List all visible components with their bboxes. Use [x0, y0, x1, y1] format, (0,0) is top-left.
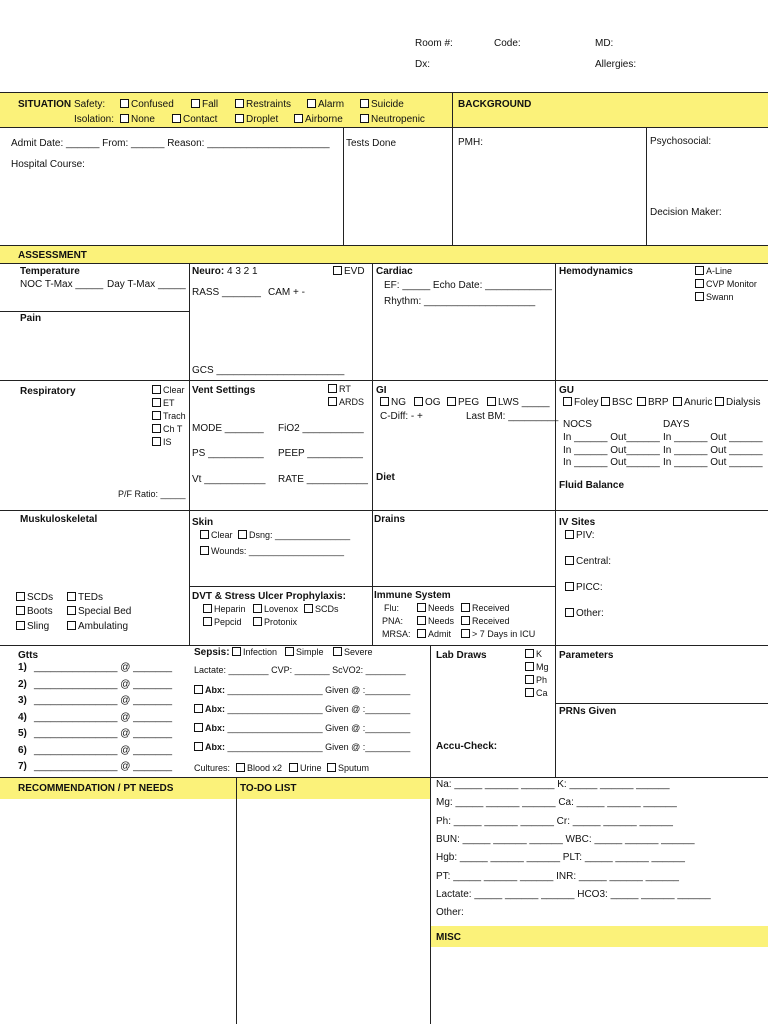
checkbox-icon	[200, 530, 209, 539]
lactate-cvp-field[interactable]: Lactate: ________ CVP: _______ ScVO2: ________	[194, 665, 406, 675]
cdiff-field[interactable]: C-Diff: - +	[380, 411, 423, 422]
resp-is[interactable]: IS	[152, 437, 172, 447]
checkbox-icon	[16, 621, 25, 630]
gi-lws[interactable]: LWS _____	[487, 397, 550, 408]
checkbox-icon	[236, 763, 245, 772]
checkbox-icon	[461, 616, 470, 625]
checkbox-icon	[194, 685, 203, 694]
isolation-contact[interactable]: Contact	[172, 114, 217, 125]
checkbox-icon	[417, 629, 426, 638]
checkbox-icon	[461, 603, 470, 612]
checkbox-icon	[563, 397, 572, 406]
pna-label: PNA:	[382, 616, 404, 626]
aline-checkbox[interactable]: A-Line	[695, 266, 732, 276]
checkbox-icon	[152, 411, 161, 420]
vent-title: Vent Settings	[192, 385, 256, 396]
checkbox-icon	[565, 582, 574, 591]
checkbox-icon	[253, 617, 262, 626]
gtt-number: 4)	[18, 711, 27, 723]
checkbox-icon	[525, 688, 534, 697]
room-label: Room #:	[415, 38, 453, 49]
checkbox-icon	[194, 742, 203, 751]
checkbox-icon	[565, 608, 574, 617]
musc-ambulating[interactable]: Ambulating	[67, 621, 128, 632]
days-label: DAYS	[663, 419, 690, 430]
lab-mg[interactable]: Mg	[525, 662, 549, 672]
neuro-title: Neuro:	[192, 266, 225, 277]
checkbox-icon	[417, 603, 426, 612]
code-label: Code:	[494, 38, 521, 49]
checkbox-icon	[565, 530, 574, 539]
checkbox-icon	[67, 606, 76, 615]
checkbox-icon	[695, 266, 704, 275]
gtt-number: 1)	[18, 662, 27, 673]
gtts-title: Gtts	[18, 650, 38, 661]
checkbox-icon	[152, 385, 161, 394]
fio2-field[interactable]: FiO2 ___________	[278, 423, 364, 434]
respiratory-title: Respiratory	[20, 386, 76, 397]
dvt-title: DVT & Stress Ulcer Prophylaxis:	[192, 591, 346, 602]
checkbox-icon	[695, 292, 704, 301]
ef-field[interactable]: EF: _____ Echo Date: ____________	[384, 280, 552, 291]
prns-title: PRNs Given	[559, 706, 617, 717]
checkbox-icon	[194, 723, 203, 732]
lab-value-row[interactable]: Mg: _____ ______ ______ Ca: _____ ______ ______	[436, 797, 677, 809]
accu-check-title: Accu-Check:	[436, 741, 498, 752]
iv-sites-title: IV Sites	[559, 517, 596, 528]
pna-needs[interactable]: Needs	[417, 616, 454, 626]
swann-checkbox[interactable]: Swann	[695, 292, 734, 302]
gu-anuric[interactable]: Anuric	[673, 397, 712, 408]
sepsis-infection[interactable]: Infection	[232, 647, 277, 657]
day-tmax-field[interactable]: Day T-Max _____	[107, 279, 186, 290]
gtt-line[interactable]: _______________ @ _______	[34, 711, 173, 723]
musc-scds[interactable]: SCDs	[16, 592, 53, 603]
assessment-title: ASSESSMENT	[18, 250, 87, 261]
checkbox-icon	[525, 662, 534, 671]
lab-value-row[interactable]: Other:	[436, 907, 464, 919]
safety-confused[interactable]: Confused	[120, 99, 174, 110]
mode-field[interactable]: MODE _______	[192, 423, 264, 434]
io-row[interactable]: In ______ Out______	[563, 445, 660, 456]
immune-title: Immune System	[374, 590, 451, 601]
pmh-label: PMH:	[458, 137, 483, 148]
lab-value-row[interactable]: Hgb: _____ ______ ______ PLT: _____ ______ ______	[436, 852, 685, 864]
tests-done-label: Tests Done	[346, 138, 397, 149]
lab-ph[interactable]: Ph	[525, 675, 547, 685]
checkbox-icon	[328, 397, 337, 406]
abx-row[interactable]: Abx: ___________________ Given @ :_________	[194, 742, 410, 752]
temperature-title: Temperature	[20, 266, 80, 277]
musculoskeletal-title: Muskuloskeletal	[20, 514, 98, 525]
vent-ards[interactable]: ARDS	[328, 397, 364, 407]
lab-draws-title: Lab Draws	[436, 650, 487, 661]
hemodynamics-title: Hemodynamics	[559, 266, 633, 277]
gtt-number: 3)	[18, 695, 27, 706]
checkbox-icon	[333, 266, 342, 275]
gtt-number: 2)	[18, 678, 27, 690]
io-row[interactable]: In ______ Out______	[563, 432, 660, 443]
checkbox-icon	[525, 649, 534, 658]
checkbox-icon	[253, 604, 262, 613]
last-bm-field[interactable]: Last BM: _________	[466, 411, 559, 422]
pf-ratio-field[interactable]: P/F Ratio: _____	[118, 489, 186, 499]
resp-clear[interactable]: Clear	[152, 385, 185, 395]
isolation-neutropenic[interactable]: Neutropenic	[360, 114, 425, 125]
recommendation-title: RECOMMENDATION / PT NEEDS	[18, 783, 174, 794]
iv-picc[interactable]: PICC:	[565, 582, 603, 593]
lab-value-row[interactable]: Lactate: _____ ______ ______ HCO3: _____ ______ ______	[436, 888, 711, 900]
gu-dialysis[interactable]: Dialysis	[715, 397, 760, 408]
checkbox-icon	[307, 99, 316, 108]
gtt-line[interactable]: _______________ @ _______	[34, 744, 173, 756]
cardiac-title: Cardiac	[376, 266, 413, 277]
culture-sputum[interactable]: Sputum	[327, 763, 369, 773]
io-row[interactable]: In ______ Out______	[563, 457, 660, 468]
checkbox-icon	[67, 621, 76, 630]
checkbox-icon	[152, 424, 161, 433]
isolation-none[interactable]: None	[120, 114, 155, 125]
sepsis-simple[interactable]: Simple	[285, 647, 324, 657]
checkbox-icon	[715, 397, 724, 406]
fluid-balance-title: Fluid Balance	[559, 480, 625, 491]
musc-teds[interactable]: TEDs	[67, 592, 103, 603]
diet-title: Diet	[376, 472, 395, 483]
gi-title: GI	[376, 385, 387, 396]
situation-title: SITUATION	[18, 99, 72, 110]
gtt-number: 5)	[18, 728, 27, 739]
checkbox-icon	[120, 99, 129, 108]
checkbox-icon	[203, 617, 212, 626]
safety-fall[interactable]: Fall	[191, 99, 218, 110]
allergies-label: Allergies:	[595, 59, 637, 70]
peep-field[interactable]: PEEP __________	[278, 448, 363, 459]
io-row[interactable]: In ______ Out ______	[663, 432, 763, 443]
nocs-label: NOCS	[563, 419, 592, 430]
gu-bsc[interactable]: BSC	[601, 397, 633, 408]
dvt-pepcid[interactable]: Pepcid	[203, 617, 242, 627]
gcs-field[interactable]: GCS _______________________	[192, 365, 345, 376]
checkbox-icon	[565, 556, 574, 565]
checkbox-icon	[327, 763, 336, 772]
checkbox-icon	[461, 629, 470, 638]
checkbox-icon	[191, 99, 200, 108]
cam-field[interactable]: CAM + -	[268, 287, 305, 298]
checkbox-icon	[16, 592, 25, 601]
gi-ng[interactable]: NG	[380, 397, 406, 408]
rass-field[interactable]: RASS _______	[192, 287, 261, 298]
skin-clear[interactable]: Clear	[200, 530, 233, 540]
checkbox-icon	[203, 604, 212, 613]
parameters-title: Parameters	[559, 650, 614, 661]
gu-title: GU	[559, 385, 574, 396]
checkbox-icon	[487, 397, 496, 406]
mrsa-label: MRSA:	[382, 629, 411, 639]
admit-date-field[interactable]: Admit Date: ______ From: ______ Reason: ______________________	[11, 138, 330, 149]
checkbox-icon	[601, 397, 610, 406]
safety-restraints[interactable]: Restraints	[235, 99, 291, 110]
flu-label: Flu:	[384, 603, 400, 613]
checkbox-icon	[285, 647, 294, 656]
dvt-lovenox[interactable]: Lovenox	[253, 604, 298, 614]
checkbox-icon	[637, 397, 646, 406]
dx-label: Dx:	[415, 59, 430, 70]
gtt-line[interactable]: _______________ @ _______	[34, 662, 173, 673]
gi-og[interactable]: OG	[414, 397, 441, 408]
abx-row[interactable]: Abx: ___________________ Given @ :_________	[194, 723, 410, 733]
checkbox-icon	[414, 397, 423, 406]
gtt-line[interactable]: _______________ @ _______	[34, 678, 173, 690]
vt-field[interactable]: Vt ___________	[192, 474, 266, 485]
checkbox-icon	[235, 114, 244, 123]
psychosocial-label: Psychosocial:	[650, 136, 712, 147]
mrsa-gt7[interactable]: > 7 Days in ICU	[461, 629, 535, 639]
skin-title: Skin	[192, 517, 214, 528]
lab-ca[interactable]: Ca	[525, 688, 548, 698]
checkbox-icon	[172, 114, 181, 123]
dvt-protonix[interactable]: Protonix	[253, 617, 297, 627]
iv-other[interactable]: Other:	[565, 608, 604, 619]
misc-band	[431, 926, 768, 947]
iv-central[interactable]: Central:	[565, 556, 611, 567]
gtt-line[interactable]: _______________ @ _______	[34, 695, 173, 706]
checkbox-icon	[673, 397, 682, 406]
skin-wounds[interactable]: Wounds: ___________________	[200, 546, 344, 556]
resp-cht[interactable]: Ch T	[152, 424, 182, 434]
checkbox-icon	[417, 616, 426, 625]
isolation-droplet[interactable]: Droplet	[235, 114, 278, 125]
checkbox-icon	[333, 647, 342, 656]
io-row[interactable]: In ______ Out ______	[663, 445, 763, 456]
musc-boots[interactable]: Boots	[16, 606, 53, 617]
safety-label: Safety:	[74, 99, 106, 110]
checkbox-icon	[304, 604, 313, 613]
checkbox-icon	[232, 647, 241, 656]
checkbox-icon	[200, 546, 209, 555]
abx-row[interactable]: Abx: ___________________ Given @ :_________	[194, 704, 410, 714]
culture-blood[interactable]: Blood x2	[236, 763, 282, 773]
iv-piv[interactable]: PIV:	[565, 530, 595, 541]
background-title: BACKGROUND	[458, 99, 532, 110]
rhythm-field[interactable]: Rhythm: ____________________	[384, 296, 536, 307]
gtt-line[interactable]: _______________ @ _______	[34, 728, 173, 739]
checkbox-icon	[152, 398, 161, 407]
sepsis-severe[interactable]: Severe	[333, 647, 373, 657]
checkbox-icon	[67, 592, 76, 601]
gtt-number: 7)	[18, 761, 27, 772]
vent-rt[interactable]: RT	[328, 384, 351, 394]
sepsis-title: Sepsis:	[194, 647, 230, 658]
neuro-scale[interactable]: 4 3 2 1	[227, 266, 258, 277]
checkbox-icon	[360, 99, 369, 108]
gi-peg[interactable]: PEG	[447, 397, 479, 408]
musc-sling[interactable]: Sling	[16, 621, 49, 632]
checkbox-icon	[289, 763, 298, 772]
ps-field[interactable]: PS __________	[192, 448, 264, 459]
resp-et[interactable]: ET	[152, 398, 175, 408]
drains-title: Drains	[374, 514, 406, 525]
cultures-label: Cultures:	[194, 763, 231, 773]
checkbox-icon	[235, 99, 244, 108]
gu-foley[interactable]: Foley	[563, 397, 598, 408]
decision-maker-label: Decision Maker:	[650, 207, 722, 218]
musc-special-bed[interactable]: Special Bed	[67, 606, 131, 617]
resp-trach[interactable]: Trach	[152, 411, 186, 421]
rate-field[interactable]: RATE ___________	[278, 474, 368, 485]
gtt-number: 6)	[18, 744, 27, 756]
isolation-label: Isolation:	[74, 114, 115, 125]
lab-value-row[interactable]: BUN: _____ ______ ______ WBC: _____ ______ ______	[436, 833, 695, 845]
pna-received[interactable]: Received	[461, 616, 510, 626]
md-label: MD:	[595, 38, 614, 49]
safety-suicide[interactable]: Suicide	[360, 99, 404, 110]
checkbox-icon	[380, 397, 389, 406]
checkbox-icon	[695, 279, 704, 288]
evd-checkbox[interactable]: EVD	[333, 266, 365, 277]
cvp-checkbox[interactable]: CVP Monitor	[695, 279, 757, 289]
gu-brp[interactable]: BRP	[637, 397, 669, 408]
flu-needs[interactable]: Needs	[417, 603, 454, 613]
culture-urine[interactable]: Urine	[289, 763, 322, 773]
hospital-course-label: Hospital Course:	[11, 159, 85, 170]
assessment-band	[0, 245, 768, 263]
misc-title: MISC	[436, 932, 461, 943]
mrsa-admit[interactable]: Admit	[417, 629, 451, 639]
checkbox-icon	[194, 704, 203, 713]
flu-received[interactable]: Received	[461, 603, 510, 613]
pain-title: Pain	[20, 313, 42, 324]
checkbox-icon	[328, 384, 337, 393]
abx-row[interactable]: Abx: ___________________ Given @ :_________	[194, 685, 410, 695]
checkbox-icon	[120, 114, 129, 123]
isolation-airborne[interactable]: Airborne	[294, 114, 343, 125]
checkbox-icon	[238, 530, 247, 539]
lab-value-row[interactable]: PT: _____ ______ ______ INR: _____ ______ ______	[436, 870, 679, 882]
dvt-scds[interactable]: SCDs	[304, 604, 339, 614]
checkbox-icon	[16, 606, 25, 615]
lab-value-row[interactable]: Ph: _____ ______ ______ Cr: _____ ______ ______	[436, 815, 673, 827]
lab-value-row[interactable]: Na: _____ ______ ______ K: _____ ______ ______	[436, 779, 670, 790]
dvt-heparin[interactable]: Heparin	[203, 604, 246, 614]
checkbox-icon	[294, 114, 303, 123]
gtt-line[interactable]: _______________ @ _______	[34, 761, 173, 772]
noc-tmax-field[interactable]: NOC T-Max _____	[20, 279, 104, 290]
todo-title: TO-DO LIST	[240, 783, 297, 794]
checkbox-icon	[152, 437, 161, 446]
lab-k[interactable]: K	[525, 649, 542, 659]
safety-alarm[interactable]: Alarm	[307, 99, 344, 110]
skin-dsng[interactable]: Dsng: _______________	[238, 530, 350, 540]
checkbox-icon	[525, 675, 534, 684]
io-row[interactable]: In ______ Out ______	[663, 457, 763, 468]
checkbox-icon	[360, 114, 369, 123]
checkbox-icon	[447, 397, 456, 406]
